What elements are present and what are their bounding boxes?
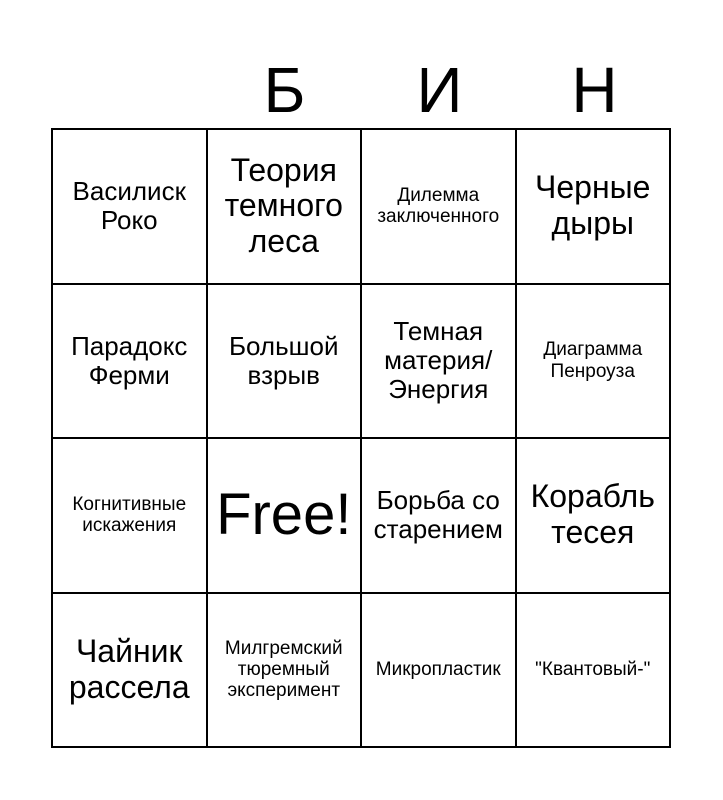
header-letter-1: Б [263,54,306,126]
bingo-cell[interactable]: Теория темного леса [207,129,362,284]
bingo-cell[interactable]: Милгремский тюремный эксперимент [207,593,362,748]
bingo-cell[interactable]: Чайник рассела [52,593,207,748]
bingo-cell[interactable]: Черные дыры [516,129,671,284]
bingo-header [207,52,672,128]
bingo-cell[interactable]: Диаграмма Пенроуза [516,284,671,439]
bingo-cell[interactable]: Корабль тесея [516,438,671,593]
bingo-cell[interactable]: Дилемма заключенного [361,129,516,284]
bingo-cell[interactable]: Василиск Роко [52,129,207,284]
bingo-cell[interactable]: Парадокс Ферми [52,284,207,439]
bingo-cell[interactable]: Когнитивные искажения [52,438,207,593]
bingo-cell[interactable]: Темная материя/ Энергия [361,284,516,439]
header-letter-3: Н [571,54,618,126]
bingo-cell[interactable]: Микропластик [361,593,516,748]
free-space-cell[interactable]: Free! [207,438,362,593]
header-letter-2: И [416,54,463,126]
bingo-cell[interactable]: Большой взрыв [207,284,362,439]
bingo-board [51,128,671,748]
bingo-cell[interactable]: Борьба со старением [361,438,516,593]
bingo-cell[interactable]: "Квантовый-" [516,593,671,748]
